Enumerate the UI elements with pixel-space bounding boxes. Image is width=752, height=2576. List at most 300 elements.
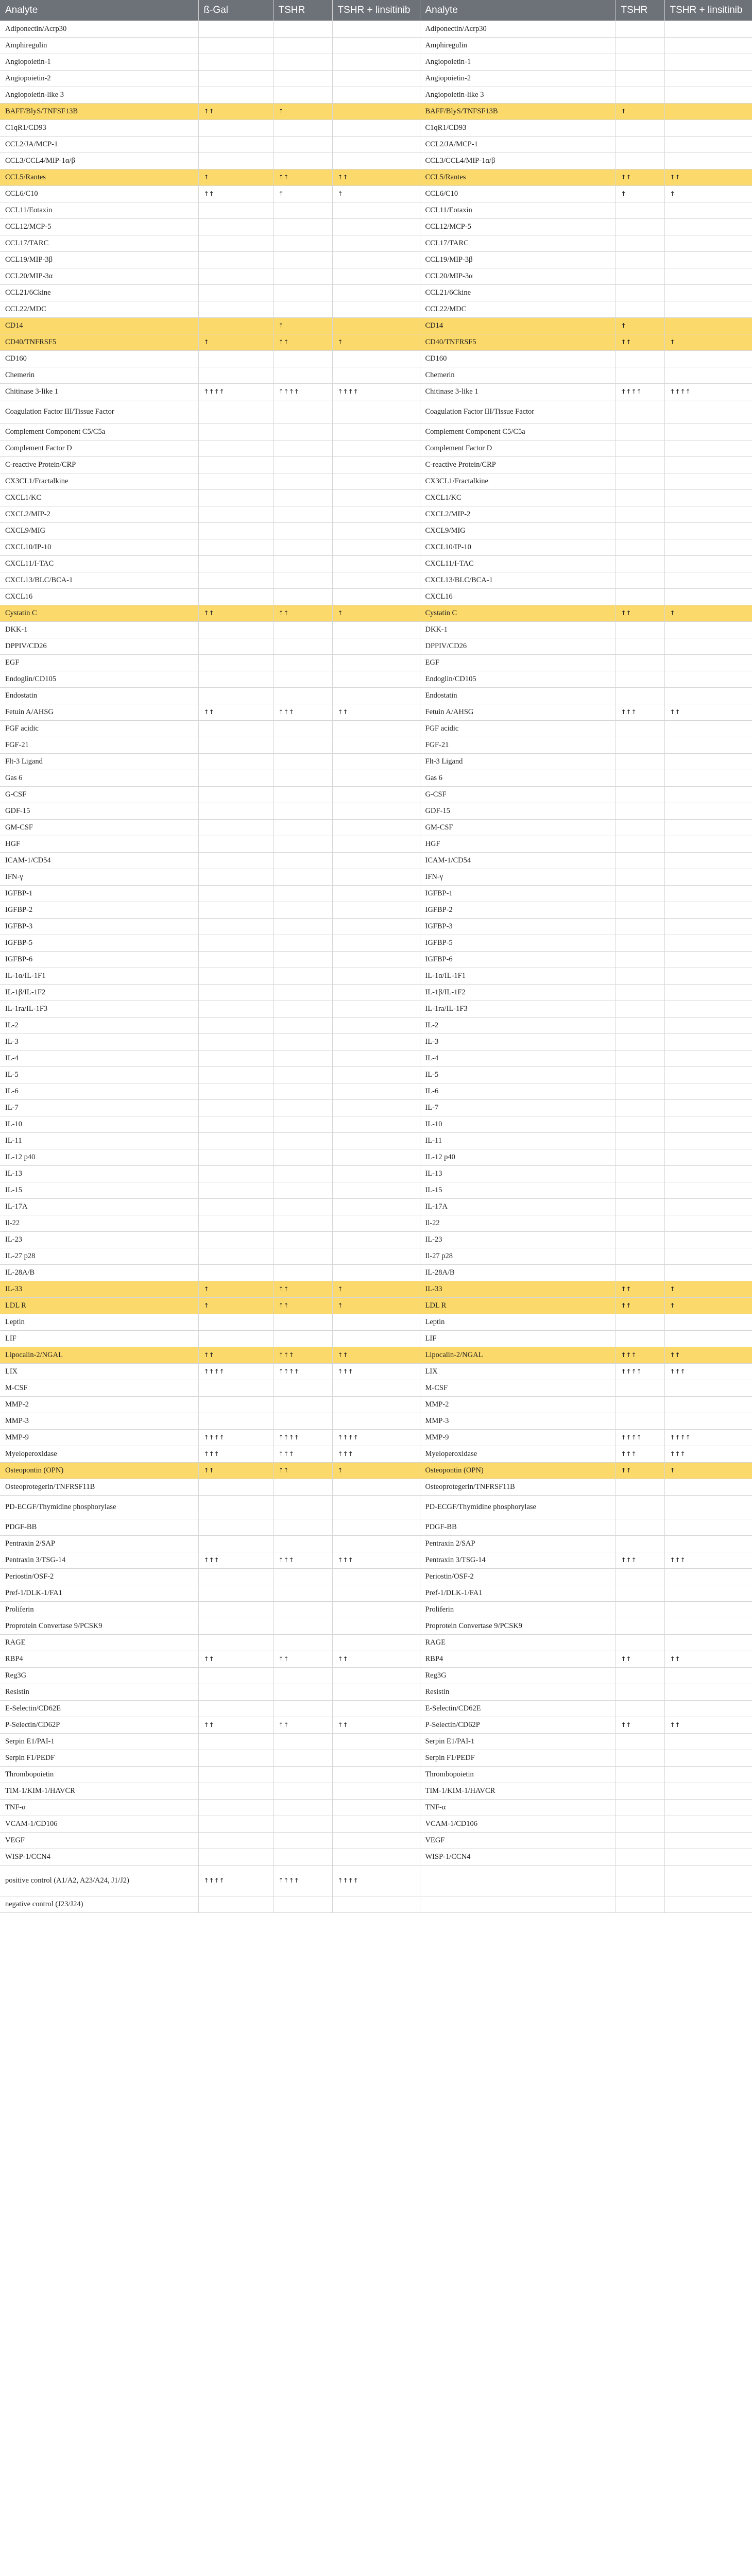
cell-tshr <box>273 1849 332 1865</box>
table-row <box>0 1750 752 1766</box>
cell-tshr-linsitinib <box>332 1519 420 1535</box>
table-row <box>0 136 752 152</box>
cell-tshr <box>273 423 332 440</box>
cell-analyte: CCL22/MDC <box>0 301 198 317</box>
cell-tshr-linsitinib <box>332 1618 420 1634</box>
cell-b-gal: ↑↑↑↑ <box>198 1363 273 1380</box>
cell-analyte-2: Cystatin C <box>420 605 616 621</box>
cell-tshr <box>273 136 332 152</box>
cell-tshr-linsitinib-2 <box>664 1700 752 1717</box>
cell-tshr <box>273 1618 332 1634</box>
cell-tshr-linsitinib-2 <box>664 103 752 120</box>
cell-tshr-2 <box>616 301 664 317</box>
cell-b-gal <box>198 1568 273 1585</box>
cell-analyte-2: TIM-1/KIM-1/HAVCR <box>420 1783 616 1799</box>
cell-analyte: Amphiregulin <box>0 37 198 54</box>
cell-analyte: MMP-9 <box>0 1429 198 1446</box>
cell-b-gal <box>198 202 273 218</box>
cell-tshr-linsitinib <box>332 638 420 654</box>
cell-analyte: EGF <box>0 654 198 671</box>
cell-tshr-linsitinib-2 <box>664 968 752 984</box>
table-row <box>0 1001 752 1017</box>
table-row <box>0 1816 752 1832</box>
cell-tshr <box>273 1198 332 1215</box>
cell-b-gal <box>198 687 273 704</box>
cell-tshr-linsitinib-2 <box>664 268 752 284</box>
cell-tshr-2 <box>616 506 664 522</box>
cell-tshr-2 <box>616 1601 664 1618</box>
cell-b-gal <box>198 572 273 588</box>
cell-analyte: HGF <box>0 836 198 852</box>
cell-tshr-linsitinib-2: ↑↑↑↑ <box>664 383 752 400</box>
cell-analyte-2: Reg3G <box>420 1667 616 1684</box>
cell-tshr <box>273 1700 332 1717</box>
cell-tshr-linsitinib <box>332 1783 420 1799</box>
cell-b-gal <box>198 506 273 522</box>
cell-tshr-linsitinib <box>332 1479 420 1495</box>
table-row <box>0 1116 752 1132</box>
cell-tshr: ↑ <box>273 103 332 120</box>
cell-tshr <box>273 440 332 456</box>
table-row <box>0 1231 752 1248</box>
cell-tshr-linsitinib-2 <box>664 317 752 334</box>
table-row <box>0 1429 752 1446</box>
cell-analyte: Cystatin C <box>0 605 198 621</box>
table-row <box>0 317 752 334</box>
table-row <box>0 836 752 852</box>
cell-tshr-linsitinib <box>332 218 420 235</box>
cell-tshr-2 <box>616 1618 664 1634</box>
table-row <box>0 1198 752 1215</box>
cell-tshr-2 <box>616 1165 664 1182</box>
cell-analyte: IFN-γ <box>0 869 198 885</box>
cell-tshr-linsitinib-2 <box>664 1799 752 1816</box>
table-row <box>0 1535 752 1552</box>
cell-analyte-2: DPPIV/CD26 <box>420 638 616 654</box>
table-row <box>0 1568 752 1585</box>
cell-b-gal <box>198 1783 273 1799</box>
cell-tshr-2 <box>616 54 664 70</box>
cell-analyte: IL-11 <box>0 1132 198 1149</box>
cell-analyte-2: Gas 6 <box>420 770 616 786</box>
cell-tshr <box>273 1314 332 1330</box>
header-b-gal: ß-Gal <box>198 0 273 21</box>
cell-tshr-linsitinib-2 <box>664 1766 752 1783</box>
cell-tshr-linsitinib-2 <box>664 786 752 803</box>
cell-tshr-linsitinib-2 <box>664 935 752 951</box>
cell-analyte: Lipocalin-2/NGAL <box>0 1347 198 1363</box>
cell-tshr: ↑↑↑↑ <box>273 383 332 400</box>
cell-tshr-linsitinib-2 <box>664 367 752 383</box>
cell-analyte: PDGF-BB <box>0 1519 198 1535</box>
table-row <box>0 605 752 621</box>
cell-tshr-2 <box>616 984 664 1001</box>
cell-analyte: IL-6 <box>0 1083 198 1099</box>
cell-analyte-2: IL-15 <box>420 1182 616 1198</box>
cell-tshr <box>273 301 332 317</box>
cell-tshr <box>273 21 332 37</box>
cell-analyte: Osteoprotegerin/TNFRSF11B <box>0 1479 198 1495</box>
table-row <box>0 251 752 268</box>
cell-analyte-2: IL-1ra/IL-1F3 <box>420 1001 616 1017</box>
table-row <box>0 588 752 605</box>
cell-tshr-linsitinib-2 <box>664 869 752 885</box>
cell-tshr-linsitinib <box>332 1198 420 1215</box>
cell-tshr-linsitinib: ↑ <box>332 1281 420 1297</box>
cell-analyte: M-CSF <box>0 1380 198 1396</box>
cell-analyte: Pentraxin 3/TSG-14 <box>0 1552 198 1568</box>
cell-tshr <box>273 1667 332 1684</box>
cell-tshr-linsitinib <box>332 1083 420 1099</box>
cell-analyte: CCL6/C10 <box>0 185 198 202</box>
cell-b-gal <box>198 1535 273 1552</box>
cell-tshr <box>273 1330 332 1347</box>
cell-analyte: IL-28A/B <box>0 1264 198 1281</box>
cell-analyte-2: GDF-15 <box>420 803 616 819</box>
cell-tshr-2 <box>616 588 664 605</box>
cell-tshr-2 <box>616 37 664 54</box>
cell-tshr-linsitinib-2 <box>664 489 752 506</box>
cell-tshr-2: ↑↑ <box>616 1717 664 1733</box>
cell-analyte-2: FGF-21 <box>420 737 616 753</box>
cell-tshr <box>273 1684 332 1700</box>
table-row <box>0 1248 752 1264</box>
cell-tshr-linsitinib <box>332 753 420 770</box>
cell-tshr <box>273 671 332 687</box>
cell-b-gal <box>198 284 273 301</box>
table-row <box>0 1314 752 1330</box>
cell-tshr <box>273 54 332 70</box>
cell-tshr <box>273 37 332 54</box>
cell-tshr <box>273 1248 332 1264</box>
cell-analyte-2: DKK-1 <box>420 621 616 638</box>
cell-analyte: ICAM-1/CD54 <box>0 852 198 869</box>
cell-tshr-2 <box>616 1832 664 1849</box>
cell-tshr-linsitinib <box>332 918 420 935</box>
cell-b-gal: ↑↑ <box>198 704 273 720</box>
cell-analyte: LIX <box>0 1363 198 1380</box>
cell-b-gal: ↑↑ <box>198 1462 273 1479</box>
cell-tshr: ↑↑ <box>273 169 332 185</box>
cell-analyte-2: Lipocalin-2/NGAL <box>420 1347 616 1363</box>
cell-tshr-2 <box>616 918 664 935</box>
cell-tshr: ↑↑ <box>273 1281 332 1297</box>
table-row <box>0 1651 752 1667</box>
cell-tshr-linsitinib <box>332 1799 420 1816</box>
cell-b-gal <box>198 1618 273 1634</box>
cell-b-gal <box>198 951 273 968</box>
cell-analyte: CCL12/MCP-5 <box>0 218 198 235</box>
table-row <box>0 671 752 687</box>
cell-analyte-2: Periostin/OSF-2 <box>420 1568 616 1585</box>
cell-analyte-2: Fetuin A/AHSG <box>420 704 616 720</box>
table-row <box>0 1215 752 1231</box>
cell-b-gal: ↑↑↑↑ <box>198 383 273 400</box>
cell-tshr-2 <box>616 902 664 918</box>
table-row <box>0 984 752 1001</box>
cell-b-gal <box>198 671 273 687</box>
cell-tshr-linsitinib <box>332 103 420 120</box>
cell-tshr <box>273 235 332 251</box>
header-analyte-2: Analyte <box>420 0 616 21</box>
cell-analyte: Gas 6 <box>0 770 198 786</box>
cell-tshr-linsitinib-2: ↑↑↑ <box>664 1446 752 1462</box>
cell-b-gal <box>198 1396 273 1413</box>
cell-b-gal <box>198 268 273 284</box>
cell-analyte-2: IGFBP-3 <box>420 918 616 935</box>
cell-analyte-2: Thrombopoietin <box>420 1766 616 1783</box>
cell-tshr-linsitinib <box>332 1684 420 1700</box>
cell-analyte-2: Il-22 <box>420 1215 616 1231</box>
cell-tshr-linsitinib <box>332 1050 420 1066</box>
cell-tshr-linsitinib <box>332 588 420 605</box>
table-row <box>0 654 752 671</box>
cell-analyte: Leptin <box>0 1314 198 1330</box>
cell-tshr-linsitinib: ↑↑↑ <box>332 1552 420 1568</box>
cell-analyte: IL-5 <box>0 1066 198 1083</box>
table-row <box>0 350 752 367</box>
cell-tshr-linsitinib <box>332 152 420 169</box>
cell-tshr <box>273 70 332 87</box>
cell-tshr <box>273 770 332 786</box>
cell-b-gal <box>198 1766 273 1783</box>
cell-tshr-2: ↑↑ <box>616 169 664 185</box>
cell-tshr-linsitinib <box>332 202 420 218</box>
cell-analyte: GM-CSF <box>0 819 198 836</box>
cell-tshr-linsitinib-2: ↑↑ <box>664 1651 752 1667</box>
cell-tshr-2 <box>616 869 664 885</box>
cell-analyte: Pentraxin 2/SAP <box>0 1535 198 1552</box>
cell-tshr <box>273 489 332 506</box>
cell-tshr-2 <box>616 21 664 37</box>
cell-tshr-linsitinib <box>332 1330 420 1347</box>
cell-tshr-linsitinib-2 <box>664 1495 752 1519</box>
cell-analyte: E-Selectin/CD62E <box>0 1700 198 1717</box>
cell-tshr-linsitinib-2 <box>664 819 752 836</box>
table-row <box>0 473 752 489</box>
cell-analyte: CXCL10/IP-10 <box>0 539 198 555</box>
cell-tshr-linsitinib <box>332 1132 420 1149</box>
cell-analyte-2: MMP-2 <box>420 1396 616 1413</box>
cell-tshr <box>273 737 332 753</box>
cell-tshr-linsitinib <box>332 1066 420 1083</box>
table-row <box>0 284 752 301</box>
table-row <box>0 1601 752 1618</box>
table-row <box>0 869 752 885</box>
cell-analyte-2: CCL19/MIP-3β <box>420 251 616 268</box>
cell-tshr-linsitinib-2 <box>664 1585 752 1601</box>
cell-b-gal <box>198 218 273 235</box>
cell-analyte-2: CCL6/C10 <box>420 185 616 202</box>
cell-analyte: MMP-3 <box>0 1413 198 1429</box>
cell-tshr <box>273 1799 332 1816</box>
cell-analyte-2: CXCL13/BLC/BCA-1 <box>420 572 616 588</box>
cell-tshr-linsitinib <box>332 572 420 588</box>
cell-tshr-linsitinib-2 <box>664 803 752 819</box>
cell-tshr-2 <box>616 1182 664 1198</box>
cell-analyte-2: VCAM-1/CD106 <box>420 1816 616 1832</box>
cell-tshr <box>273 918 332 935</box>
cell-b-gal <box>198 1083 273 1099</box>
cell-analyte-2: Il-27 p28 <box>420 1248 616 1264</box>
cell-b-gal <box>198 152 273 169</box>
cell-tshr <box>273 87 332 103</box>
cell-b-gal <box>198 1413 273 1429</box>
cell-b-gal <box>198 522 273 539</box>
cell-analyte-2: Serpin E1/PAI-1 <box>420 1733 616 1750</box>
cell-tshr-linsitinib-2 <box>664 737 752 753</box>
cell-analyte-2: IL-10 <box>420 1116 616 1132</box>
table-row <box>0 522 752 539</box>
cell-analyte-2: Angiopoietin-2 <box>420 70 616 87</box>
cell-analyte: CCL2/JA/MCP-1 <box>0 136 198 152</box>
cell-tshr-2 <box>616 671 664 687</box>
table-row <box>0 87 752 103</box>
cell-tshr <box>273 1033 332 1050</box>
cell-tshr-2 <box>616 1634 664 1651</box>
cell-analyte-2: M-CSF <box>420 1380 616 1396</box>
table-row <box>0 753 752 770</box>
cell-tshr-2 <box>616 1198 664 1215</box>
cell-tshr-linsitinib-2 <box>664 120 752 136</box>
cell-tshr: ↑↑ <box>273 334 332 350</box>
cell-analyte-2: Complement Component C5/C5a <box>420 423 616 440</box>
cell-b-gal <box>198 120 273 136</box>
cell-b-gal <box>198 1149 273 1165</box>
cell-tshr-2 <box>616 1585 664 1601</box>
cell-analyte-2: MMP-9 <box>420 1429 616 1446</box>
cell-tshr-2 <box>616 440 664 456</box>
cell-tshr-linsitinib-2 <box>664 21 752 37</box>
cell-analyte-2: IL-7 <box>420 1099 616 1116</box>
cell-tshr-linsitinib <box>332 268 420 284</box>
cell-analyte-2: Proliferin <box>420 1601 616 1618</box>
table-row <box>0 621 752 638</box>
cell-tshr-linsitinib-2 <box>664 1849 752 1865</box>
cell-b-gal <box>198 37 273 54</box>
cell-analyte: CXCL9/MIG <box>0 522 198 539</box>
header-tshr: TSHR <box>273 0 332 21</box>
cell-tshr-linsitinib <box>332 367 420 383</box>
cell-tshr <box>273 1149 332 1165</box>
cell-analyte-2: IL-33 <box>420 1281 616 1297</box>
cell-tshr-2 <box>616 951 664 968</box>
cell-tshr <box>273 1231 332 1248</box>
header-tshr-linsitinib-2: TSHR + linsitinib <box>670 5 743 15</box>
cell-b-gal <box>198 654 273 671</box>
cell-tshr <box>273 284 332 301</box>
cell-analyte: IL-27 p28 <box>0 1248 198 1264</box>
cell-analyte: IGFBP-5 <box>0 935 198 951</box>
cell-analyte: IL-3 <box>0 1033 198 1050</box>
cell-analyte: BAFF/BlyS/TNFSF13B <box>0 103 198 120</box>
cell-tshr-2 <box>616 473 664 489</box>
cell-tshr-linsitinib: ↑ <box>332 1297 420 1314</box>
cell-tshr-2 <box>616 1413 664 1429</box>
cell-analyte: Complement Factor D <box>0 440 198 456</box>
cell-tshr-linsitinib: ↑↑↑↑ <box>332 1429 420 1446</box>
cell-tshr-linsitinib-2 <box>664 1001 752 1017</box>
cell-b-gal <box>198 1033 273 1050</box>
cell-b-gal: ↑↑↑↑ <box>198 1865 273 1896</box>
cell-tshr <box>273 1750 332 1766</box>
cell-b-gal <box>198 136 273 152</box>
cell-tshr-2: ↑↑↑↑ <box>616 383 664 400</box>
cell-tshr-2 <box>616 1849 664 1865</box>
cell-tshr: ↑↑ <box>273 1297 332 1314</box>
table-row <box>0 1865 752 1896</box>
cell-analyte-2: CXCL16 <box>420 588 616 605</box>
table-row <box>0 301 752 317</box>
table-row <box>0 1033 752 1050</box>
cell-analyte-2: CD40/TNFRSF5 <box>420 334 616 350</box>
cell-analyte: IL-12 p40 <box>0 1149 198 1165</box>
cell-tshr-linsitinib-2 <box>664 1099 752 1116</box>
cell-analyte: Angiopoietin-1 <box>0 54 198 70</box>
cell-tshr-2 <box>616 218 664 235</box>
cell-analyte: GDF-15 <box>0 803 198 819</box>
cell-tshr <box>273 218 332 235</box>
cell-b-gal <box>198 1380 273 1396</box>
cell-b-gal <box>198 819 273 836</box>
cell-analyte-2: G-CSF <box>420 786 616 803</box>
cell-tshr-2 <box>616 423 664 440</box>
cell-analyte: VCAM-1/CD106 <box>0 1816 198 1832</box>
cell-tshr-2 <box>616 1684 664 1700</box>
cell-tshr <box>273 588 332 605</box>
cell-tshr-linsitinib-2 <box>664 202 752 218</box>
cell-tshr-linsitinib <box>332 1182 420 1198</box>
cell-analyte: Il-22 <box>0 1215 198 1231</box>
cell-analyte: CCL5/Rantes <box>0 169 198 185</box>
cell-tshr-2: ↑ <box>616 185 664 202</box>
cell-tshr-linsitinib <box>332 869 420 885</box>
cell-b-gal <box>198 1700 273 1717</box>
cell-tshr-linsitinib: ↑↑ <box>332 1717 420 1733</box>
cell-analyte: IL-15 <box>0 1182 198 1198</box>
cell-analyte-2: LIF <box>420 1330 616 1347</box>
cell-tshr <box>273 786 332 803</box>
table-row <box>0 819 752 836</box>
cell-tshr <box>273 621 332 638</box>
cell-tshr-linsitinib: ↑↑↑↑ <box>332 1865 420 1896</box>
cell-tshr-2 <box>616 885 664 902</box>
cell-tshr-2 <box>616 1816 664 1832</box>
cell-b-gal: ↑↑↑↑ <box>198 1429 273 1446</box>
cell-analyte-2: Pref-1/DLK-1/FA1 <box>420 1585 616 1601</box>
cell-analyte-2: Amphiregulin <box>420 37 616 54</box>
table-row <box>0 1149 752 1165</box>
cell-analyte-2: IGFBP-5 <box>420 935 616 951</box>
cell-tshr-linsitinib: ↑↑↑ <box>332 1446 420 1462</box>
cell-tshr: ↑↑↑ <box>273 1347 332 1363</box>
cell-tshr: ↑ <box>273 317 332 334</box>
cell-tshr-2 <box>616 836 664 852</box>
table-row <box>0 103 752 120</box>
cell-b-gal: ↑ <box>198 1281 273 1297</box>
cell-tshr-linsitinib <box>332 235 420 251</box>
cell-tshr-linsitinib <box>332 37 420 54</box>
table-row <box>0 1896 752 1912</box>
cell-tshr <box>273 251 332 268</box>
cell-tshr-2 <box>616 1231 664 1248</box>
cell-tshr-2 <box>616 1479 664 1495</box>
cell-analyte-2: IL-3 <box>420 1033 616 1050</box>
cell-analyte-2: GM-CSF <box>420 819 616 836</box>
cell-b-gal <box>198 350 273 367</box>
cell-analyte: MMP-2 <box>0 1396 198 1413</box>
cell-tshr-linsitinib: ↑ <box>332 605 420 621</box>
